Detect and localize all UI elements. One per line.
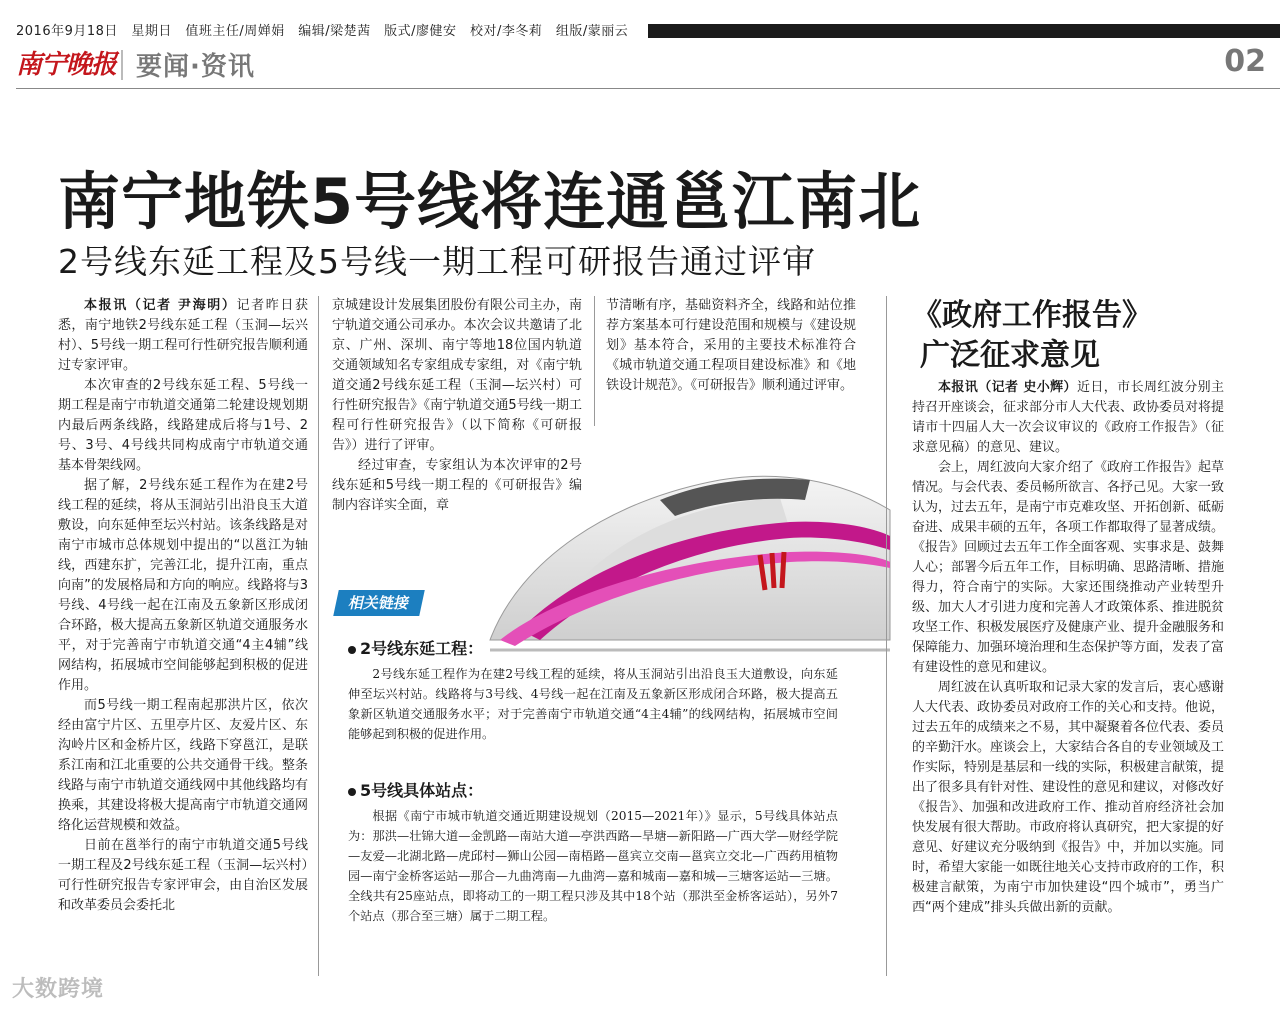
sidebar-divider: [886, 296, 887, 976]
logo-divider: [121, 50, 123, 80]
page-number: 02: [1224, 44, 1266, 79]
issue-meta: 2016年9月18日 星期日 值班主任/周婵娟 编辑/梁楚茜 版式/廖健安 校对/李冬莉 组版/蒙丽云: [16, 24, 629, 39]
paragraph: 而5号线一期工程南起那洪片区，依次经由富宁片区、五里亭片区、友爱片区、东沟岭片区和金桥片区，线路下穿邕江，是联系江南和江北重要的公共交通骨干线。整条线路与南宁市轨道交通线网中其他线路均有换乘，其建设将极大提高南宁市轨道交通网络化运营规模和效益。: [58, 698, 308, 833]
related-heading-line-5: 5号线具体站点：: [348, 778, 483, 801]
subheadline: 2号线东延工程及5号线一期工程可研报告通过评审: [58, 242, 816, 281]
article-column-1: [58, 296, 308, 916]
section-title: 要闻·资讯: [136, 52, 255, 82]
sidebar-article: [912, 378, 1224, 918]
paragraph: 节清晰有序，基础资料齐全，线路和站位推荐方案基本可行建设范围和规模与《建设规划》基本符合，采用的主要技术标准符合《城市轨道交通工程项目建设标准》和《地铁设计规范》。《可研报告》顺利通过评审。: [606, 298, 856, 393]
paragraph: 周红波在认真听取和记录大家的发言后，衷心感谢人大代表、政协委员对政府工作的关心和支持。他说，过去五年的成绩来之不易，其中凝聚着各位代表、委员的辛勤汗水。座谈会上，大家结合各自的专业领域及工作实际，特别是基层和一线的实际，积极建言献策，提出了很多具有针对性、建设性的意见和建议，对修改好《报告》、加强和改进政府工作、推动首府经济社会加快发展有很大帮助。市政府将认真研究，把大家提的好意见、好建议充分吸纳到《报告》中，并加以实施。同时，希望大家能一如既往地关心支持市政府的工作，积极建言献策，为南宁市加快建设“四个城市”，勇当广西“两个建成”排头兵做出新的贡献。: [912, 680, 1225, 915]
paragraph: 本报讯（记者 尹海明）记者昨日获悉，南宁地铁2号线东延工程（玉洞—坛兴村）、5号线一期工程可行性研究报告顺利通过专家评审。: [58, 298, 308, 373]
paragraph: 本报讯（记者 史小辉）近日，市长周红波分别主持召开座谈会，征求部分市人大代表、政协委员对将提请市十四届人大一次会议审议的《政府工作报告》（征求意见稿）的意见、建议。: [912, 380, 1225, 455]
column-divider: [318, 296, 319, 976]
byline: 本报讯（记者 尹海明）: [84, 298, 237, 313]
paragraph: 本次审查的2号线东延工程、5号线一期工程是南宁市轨道交通第二轮建设规划期内最后两条线路，线路建成后将与1号、2号、3号、4号线共同构成南宁市轨道交通基本骨架线网。: [58, 378, 308, 473]
related-heading-line-2: 2号线东延工程：: [348, 636, 483, 659]
header-rule: [16, 88, 1280, 89]
related-paragraph-1: 2号线东延工程作为在建2号线工程的延续，将从玉洞站引出沿良玉大道敷设，向东延伸至坛兴村站。线路将与3号线、4号线一起在江南及五象新区形成闭合环路，极大提高五象新区轨道交通服务水平；对于完善南宁市轨道交通“4主4辅”的线网结构，拓展城市空间能够起到积极的促进作用。: [348, 667, 838, 741]
paragraph: 日前在邕举行的南宁市轨道交通5号线一期工程及2号线东延工程（玉洞—坛兴村）可行性研究报告专家评审会，由自治区发展和改革委员会委托北: [58, 838, 308, 913]
watermark: 大数跨境: [12, 977, 105, 1002]
paragraph: 会上，周红波向大家介绍了《政府工作报告》起草情况。与会代表、委员畅所欲言、各抒己见。大家一致认为，过去五年，是南宁市克难攻坚、开拓创新、砥砺奋进、成果丰硕的五年，各项工作都取得了显著成绩。《报告》回顾过去五年工作全面客观、实事求是、鼓舞人心；部署今后五年工作，目标明确、思路清晰、措施得力，符合南宁的实际。大家还围绕推动产业转型升级、加大人才引进力度和完善人才政策体系、推进脱贫攻坚工作、积极发展医疗及健康产业、提升金融服务和保障能力、加强环境治理和生态保护等方面，发表了富有建设性的意见和建议。: [912, 460, 1225, 675]
bullet-icon: [348, 788, 356, 796]
related-paragraph-2: 根据《南宁市城市轨道交通近期建设规划（2015—2021年）》显示，5号线具体站点为：那洪—壮锦大道—金凯路—南站大道—亭洪西路—旱塘—新阳路—广西大学—财经学院—友爱—北湖北路—虎邱村—狮山公园—南梧路—邕宾立交南—邕宾立交北—广西药用植物园—南宁金桥客运站—那合—九曲湾南—九曲湾—嘉和城南—嘉和城—三塘客运站—三塘。全线共有25座站点，即将动工的一期工程只涉及其中18个站（那洪至金桥客运站），另外7个站点（那合至三塘）属于二期工程。: [348, 809, 838, 923]
related-links-tag: 相关链接: [333, 590, 425, 616]
article-column-3: [606, 296, 856, 396]
metro-train-illustration: [460, 440, 900, 670]
header-dark-band: [648, 24, 1280, 38]
paragraph: 经过审查，专家组认为本次评审的2号线东延和5号线一期工程的《可研报告》编制内容详实全面，章: [332, 458, 582, 513]
sidebar-title: 《政府工作报告》 广泛征求意见: [912, 298, 1152, 373]
byline: 本报讯（记者 史小辉）: [938, 380, 1077, 395]
paragraph: 据了解，2号线东延工程作为在建2号线工程的延续，将从玉洞站引出沿良玉大道敷设，向东延伸至坛兴村站。该条线路是对南宁市城市总体规划中提出的“以邕江为轴线，西建东扩，完善江北，提升江南，重点向南”的发展格局和方向的响应。线路将与3号线、4号线一起在江南及五象新区形成闭合环路，极大提高五象新区轨道交通服务水平，对于完善南宁市轨道交通“4主4辅”线网结构，拓展城市空间能够起到积极的促进作用。: [58, 478, 308, 693]
newspaper-logo: 南宁晚报: [16, 50, 117, 80]
paragraph: 京城建设计发展集团股份有限公司主办，南宁轨道交通公司承办。本次会议共邀请了北京、广州、深圳、南宁等地18位国内轨道交通领域知名专家组成专家组，对《南宁轨道交通2号线东延工程（玉洞—坛兴村）可行性研究报告》《南宁轨道交通5号线一期工程可行性研究报告》（以下简称《可研报告》）进行了评审。: [332, 298, 582, 453]
headline: 南宁地铁5号线将连通邕江南北: [58, 165, 922, 238]
bullet-icon: [348, 646, 356, 654]
column-divider: [594, 296, 595, 426]
